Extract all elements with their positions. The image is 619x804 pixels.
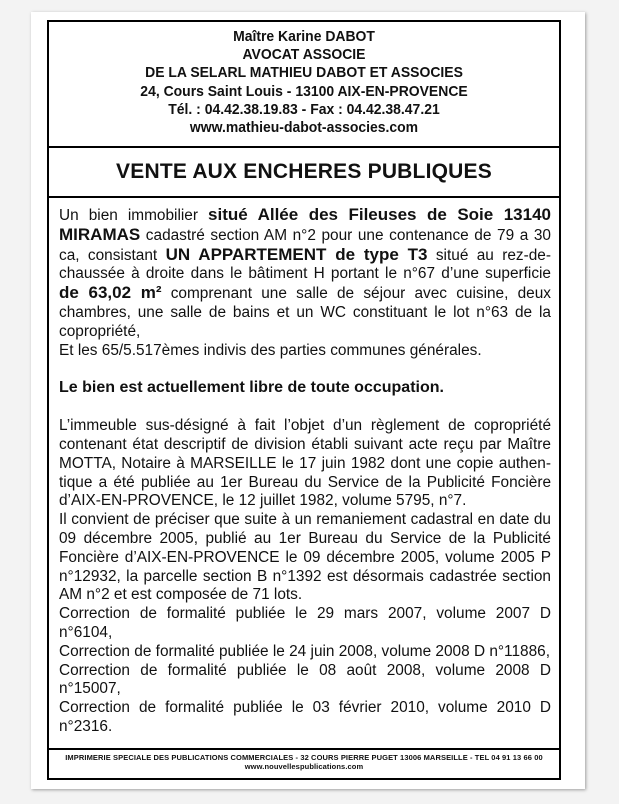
notice-body [49,198,559,737]
common-parts-line: Et les 65/5.517èmes indivis des parties communes générales. [59,341,482,359]
lawyer-title: AVOCAT ASSOCIE [242,46,366,64]
firm-phone-fax: Tél. : 04.42.38.19.83 - Fax : 04.42.38.47.21 [168,100,440,118]
printer-website: www.nouvellespublications.com [244,762,364,771]
correction-line: Correction de formalité publiée le 03 février 2010, volume 2010 D n°2316. [59,699,551,735]
property-description: Un bien immobilier situé Allée des Fileuses de Soie 13140 MIRAMAS cadastré section AM n°2 pour une contenance de 79 a 30 ca, consistant UN APPARTEMENT de type T3 situé au rez-de-chaussée à droite dans le bâtiment H portant le n°67 d’une superficie de 63,02 m² comprenant une salle de séjour avec cuisine, deux chambres, une salle de bains et un WC constituant le lot n°63 de la copropriété, [59,205,551,340]
occupation-status: Le bien est actuellement libre de toute occupation. [59,379,444,397]
correction-line: Correction de formalité publiée le 24 juin 2008, volume 2008 D n°11886, [59,642,550,660]
lawyer-name: Maître Karine DABOT [233,28,375,45]
notice-frame [47,20,561,780]
correction-line: Correction de formalité publiée le 08 août 2008, volume 2008 D n°15007, [59,661,551,698]
document-page [31,12,585,789]
firm-name: DE LA SELARL MATHIEU DABOT ET ASSOCIES [145,64,463,82]
notice-title: VENTE AUX ENCHERES PUBLIQUES [116,160,492,183]
firm-website: www.mathieu-dabot-associes.com [189,119,419,137]
copropriete-paragraph: L’immeuble sus-désigné à fait l’objet d’un règlement de copropriété contenant état descriptif de division établi suivant acte reçu par Maître MOTTA, Notaire à MARSEILLE le 17 juin 1982 dont une copie authentique a été publiée au 1er Bureau du Service de la Publicité Foncière d’AIX-EN-PROVENCE, le 12 juillet 1982, volume 5795, n°7. [59,417,551,510]
printer-footer [49,748,559,778]
printer-address: IMPRIMERIE SPECIALE DES PUBLICATIONS COMMERCIALES - 32 COURS PIERRE PUGET 13006 MARSEILLE - TEL 04 91 13 66 00 [65,753,543,762]
lawyer-header [49,22,559,146]
correction-line: Correction de formalité publiée le 29 mars 2007, volume 2007 D n°6104, [59,605,551,641]
firm-address: 24, Cours Saint Louis - 13100 AIX-EN-PROVENCE [140,82,468,100]
cadastral-paragraph: Il convient de préciser que suite à un remaniement cadastral en date du 09 décembre 2005, publié au 1er Bureau du Service de la Publicité Foncière d’AIX-EN-PROVENCE le 09 décembre 2005, volume 2005 P n°12932, la parcelle section B n°1392 est désormais cadastrée section AM n°2 et est composée de 71 lots. [59,511,551,604]
